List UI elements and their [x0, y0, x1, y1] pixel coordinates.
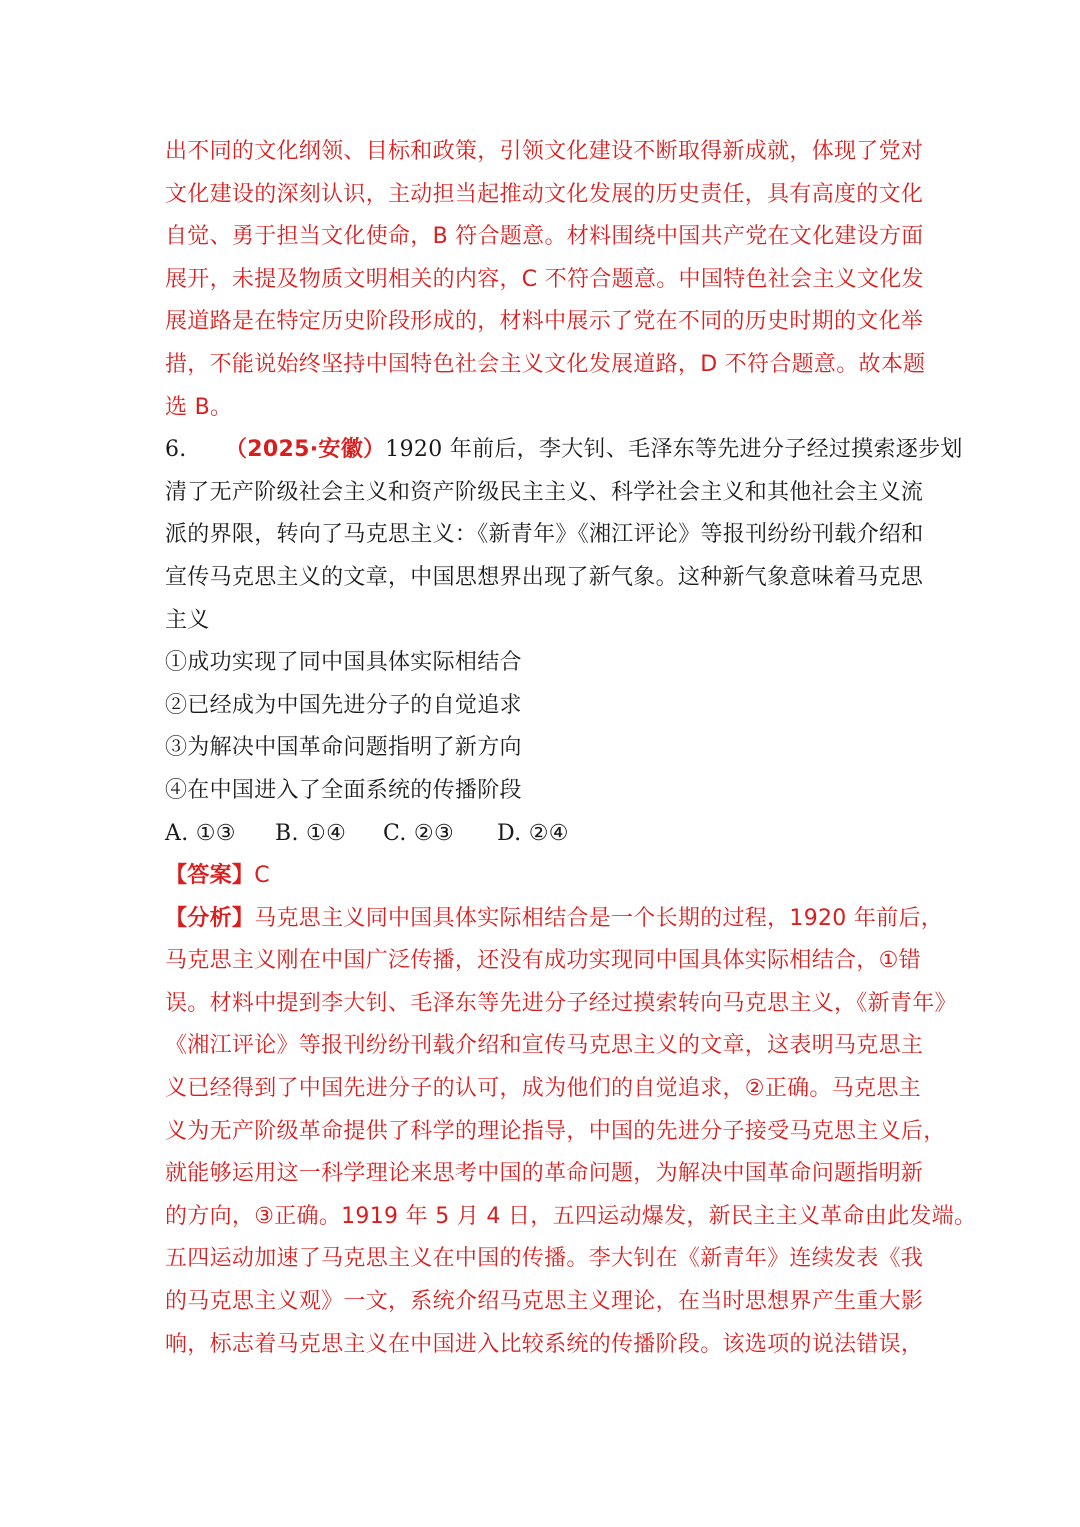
analysis-line: 马克思主义刚在中国广泛传播，还没有成功实现同中国具体实际相结合，①错: [165, 948, 921, 974]
question-stem-line: 派的界限，转向了马克思主义：《新青年》《湘江评论》等报刊纷纷刊载介绍和: [165, 522, 924, 548]
analysis-line: 文化建设的深刻认识，主动担当起推动文化发展的历史责任，具有高度的文化: [165, 181, 924, 207]
analysis-section: [165, 898, 977, 1367]
analysis-line: 就能够运用这一科学理论来思考中国的革命问题，为解决中国革命问题指明新: [165, 1161, 924, 1187]
analysis-line: 五四运动加速了马克思主义在中国的传播。李大钊在《新青年》连续发表《我: [165, 1246, 924, 1272]
analysis-line: 措，不能说始终坚持中国特色社会主义文化发展道路，D 不符合题意。故本题: [165, 351, 926, 377]
question-source: （2025·安徽）: [225, 437, 386, 463]
statement-2: ②已经成为中国先进分子的自觉追求: [165, 692, 522, 718]
analysis-line: 误。材料中提到李大钊、毛泽东等先进分子经过摸索转向马克思主义，《新青年》: [165, 990, 957, 1016]
statement-3: ③为解决中国革命问题指明了新方向: [165, 735, 522, 761]
choice-a: A. ①③: [165, 820, 236, 846]
choice-d: D. ②④: [497, 820, 569, 846]
answer-tag: 【答案】: [165, 863, 255, 889]
answer-choices: [165, 813, 925, 856]
analysis-line: 自觉、勇于担当文化使命，B 符合题意。材料围绕中国共产党在文化建设方面: [165, 224, 924, 250]
analysis-line: 义已经得到了中国先进分子的认可，成为他们的自觉追求，②正确。马克思主: [165, 1076, 921, 1102]
question-stem-first-line: [165, 429, 963, 472]
analysis-line: 展道路是在特定历史阶段形成的，材料中展示了党在不同的历史时期的文化举: [165, 309, 924, 335]
analysis-line: 选 B。: [165, 394, 233, 420]
analysis-line: 义为无产阶级革命提供了科学的理论指导，中国的先进分子接受马克思主义后，: [165, 1118, 946, 1144]
question-stem-line: 清了无产阶级社会主义和资产阶级民主主义、科学社会主义和其他社会主义流: [165, 479, 924, 505]
analysis-tag: 【分析】: [165, 905, 255, 931]
analysis-line: 的方向，③正确。1919 年 5 月 4 日，五四运动爆发，新民主主义革命由此发端。: [165, 1203, 977, 1229]
analysis-line: 响，标志着马克思主义在中国进入比较系统的传播阶段。该选项的说法错误，: [165, 1331, 924, 1357]
document-page: [165, 131, 977, 1366]
analysis-line: 《湘江评论》等报刊纷纷刊载介绍和宣传马克思主义的文章，这表明马克思主: [165, 1033, 924, 1059]
analysis-line: 展开，未提及物质文明相关的内容，C 不符合题意。中国特色社会主义文化发: [165, 266, 924, 292]
question-stem-line: 主义: [165, 607, 210, 633]
answer-value: C: [254, 863, 270, 889]
answer-line: [165, 855, 925, 898]
analysis-first-line: [165, 898, 944, 941]
question-stem-text: 1920 年前后，李大钊、毛泽东等先进分子经过摸索逐步划: [385, 437, 963, 463]
analysis-line: 的马克思主义观》一文，系统介绍马克思主义理论，在当时思想界产生重大影: [165, 1289, 924, 1315]
choice-b: B. ①④: [275, 820, 347, 846]
question-number: 6.: [165, 437, 187, 463]
analysis-text: 马克思主义同中国具体实际相结合是一个长期的过程，1920 年前后，: [254, 905, 944, 931]
question-stem-line: 宣传马克思主义的文章，中国思想界出现了新气象。这种新气象意味着马克思: [165, 564, 924, 590]
statement-4: ④在中国进入了全面系统的传播阶段: [165, 777, 522, 803]
statement-1: ①成功实现了同中国具体实际相结合: [165, 650, 522, 676]
analysis-line: 出不同的文化纲领、目标和政策，引领文化建设不断取得新成就，体现了党对: [165, 139, 924, 164]
question-6: [165, 429, 963, 855]
previous-analysis: [165, 131, 925, 429]
choice-c: C. ②③: [383, 820, 454, 846]
